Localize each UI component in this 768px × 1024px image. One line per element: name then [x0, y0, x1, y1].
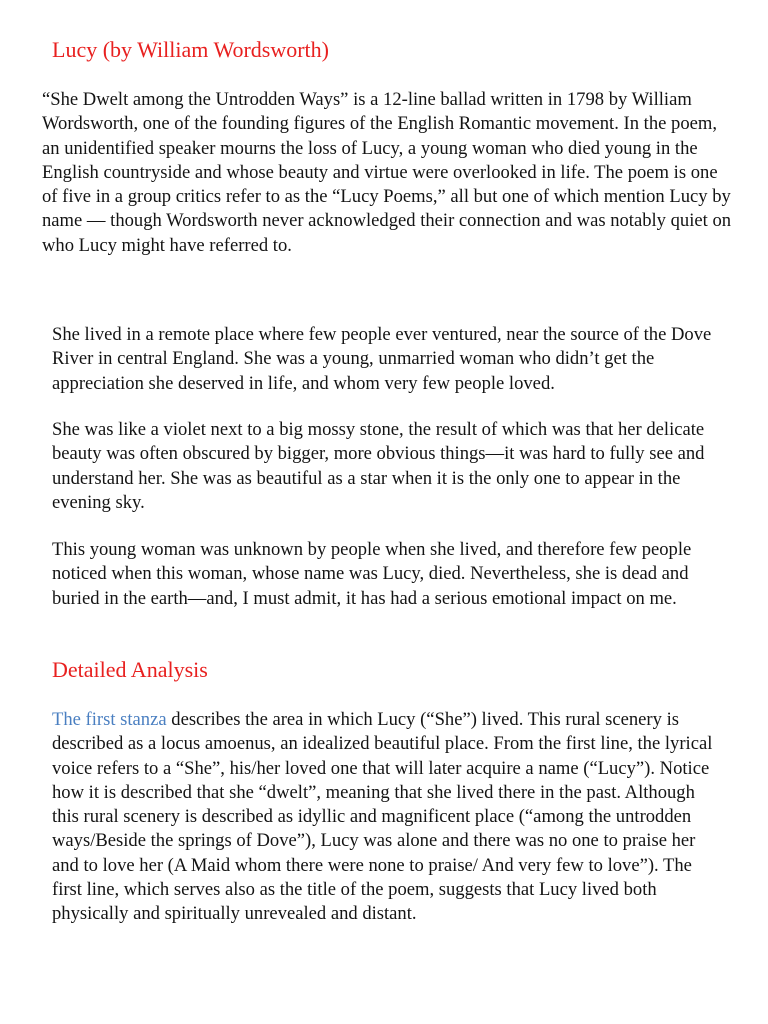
paraphrase-paragraph-2: She was like a violet next to a big mossy stone, the result of which was that her delicate beauty was often obscured by bigger, more obvious things—it was hard to fully see and understand her. She was as beautiful as a star when it is the only one to appear in the evening sky. [52, 419, 705, 513]
paraphrase-paragraph-3: This young woman was unknown by people when she lived, and therefore few people noticed when this woman, whose name was Lucy, died. Nevertheless, she is dead and buried in the earth—and, I must admit, it has had a serious emotional impact on me. [52, 539, 692, 609]
analysis-paragraph [52, 708, 722, 927]
first-stanza-link[interactable]: The first stanza [52, 709, 167, 730]
paraphrase-paragraph-1: She lived in a remote place where few people ever ventured, near the source of the Dove River in central England. She was a young, unmarried woman who didn’t get the appreciation she deserved in life, and whom very few people loved. [52, 324, 712, 394]
analysis-text: describes the area in which Lucy (“She”) lived. This rural scenery is described as a locus amoenus, an idealized beautiful place. From the first line, the lyrical voice refers to a “She”, his/her loved one that will later acquire a name (“Lucy”). Notice how it is described that she “dwelt”, meaning that she lived there in the past. Although this rural scenery is described as idyllic and magnificent place (“among the untrodden ways/Beside the springs of Dove”), Lucy was alone and there was no one to praise her and to love her (A Maid whom there were none to praise/ And very few to love”). The first line, which serves also as the title of the poem, suggests that Lucy lived both physically and spiritually unrevealed and distant. [52, 709, 713, 925]
analysis-heading: Detailed Analysis [52, 657, 208, 682]
document-title: Lucy (by William Wordsworth) [52, 37, 329, 62]
intro-paragraph: “She Dwelt among the Untrodden Ways” is a 12-line ballad written in 1798 by William Wordsworth, one of the founding figures of the English Romantic movement. In the poem, an unidentified speaker mourns the loss of Lucy, a young woman who died young in the English countryside and whose beauty and virtue were overlooked in life. The poem is one of five in a group critics refer to as the “Lucy Poems,” all but one of which mention Lucy by name — though Wordsworth never acknowledged their connection and was notably quiet on who Lucy might have referred to. [42, 89, 732, 256]
